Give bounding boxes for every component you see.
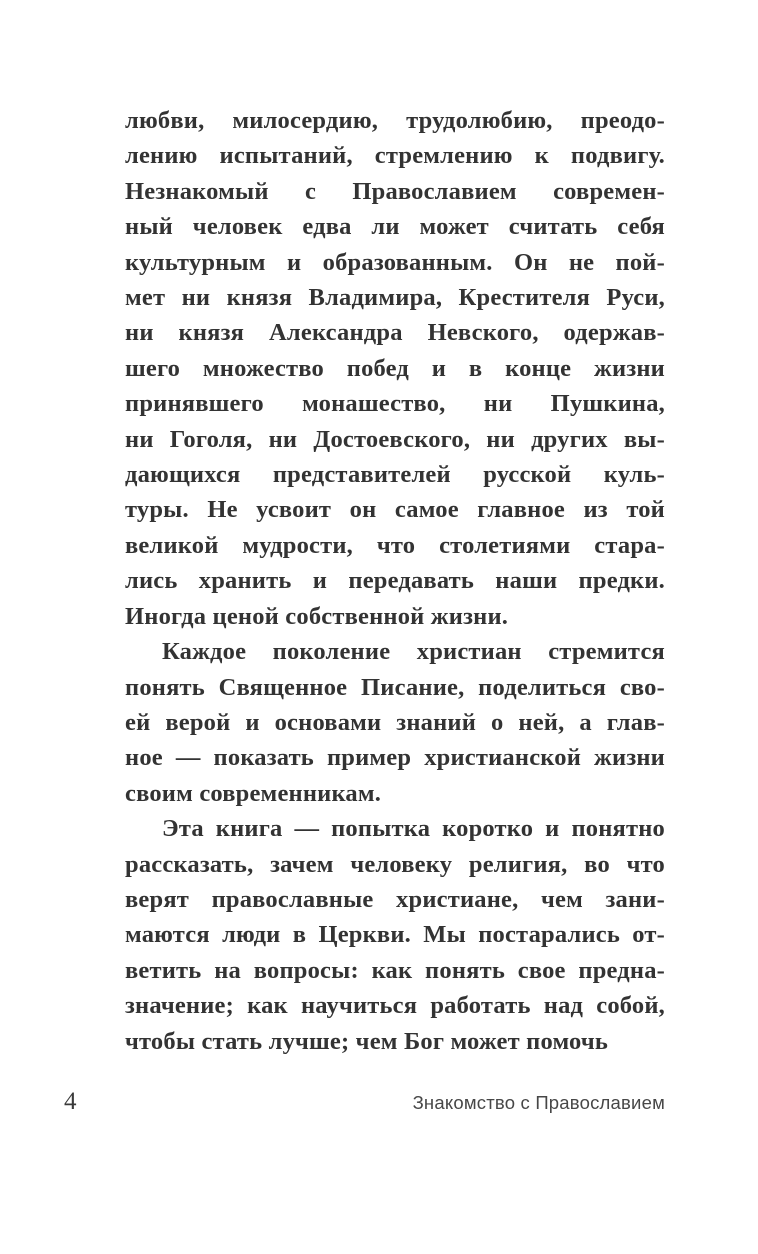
- text-line: Каждое поколение христиан стремится: [162, 638, 665, 666]
- text-line: чтобы стать лучше; чем Бог может помочь: [125, 1027, 609, 1055]
- body-text: [125, 103, 665, 1059]
- text-line: Незнакомый с Православием современ-: [125, 177, 665, 205]
- text-line: ветить на вопросы: как понять свое предна-: [125, 956, 665, 984]
- text-line: ни Гоголя, ни Достоевского, ни других вы-: [125, 425, 665, 453]
- text-line: культурным и образованным. Он не пой-: [125, 248, 665, 276]
- text-line: великой мудрости, что столетиями стара-: [125, 531, 665, 559]
- text-line: шего множество побед и в конце жизни: [125, 354, 665, 382]
- text-line: Эта книга — попытка коротко и понятно: [162, 815, 665, 843]
- text-line: рассказать, зачем человеку религия, во что: [125, 850, 665, 878]
- text-line: Иногда ценой собственной жизни.: [125, 602, 509, 630]
- text-line: лись хранить и передавать наши предки.: [125, 567, 665, 595]
- text-line: маются люди в Церкви. Мы постарались от-: [125, 921, 665, 949]
- page-number: 4: [64, 1088, 77, 1115]
- text-line: туры. Не усвоит он самое главное из той: [125, 496, 665, 524]
- text-line: лению испытаний, стремлению к подвигу.: [125, 142, 665, 170]
- text-line: ей верой и основами знаний о ней, а глав-: [125, 708, 665, 736]
- text-line: значение; как научиться работать над собой,: [125, 992, 665, 1020]
- text-line: верят православные христиане, чем зани-: [125, 885, 665, 913]
- text-line: ни князя Александра Невского, одержав-: [125, 319, 665, 347]
- paragraph: [125, 634, 665, 811]
- text-line: принявшего монашество, ни Пушкина,: [125, 390, 665, 418]
- text-line: понять Священное Писание, поделиться сво-: [125, 673, 665, 701]
- text-line: дающихся представителей русской куль-: [125, 461, 665, 489]
- paragraph: [125, 103, 665, 634]
- text-line: любви, милосердию, трудолюбию, преодо-: [125, 107, 665, 134]
- page-footer: [64, 1088, 665, 1116]
- text-line: ный человек едва ли может считать себя: [125, 213, 665, 241]
- text-line: своим современникам.: [125, 779, 382, 807]
- paragraph: [125, 811, 665, 1059]
- text-line: мет ни князя Владимира, Крестителя Руси,: [125, 284, 665, 312]
- text-line: ное — показать пример христианской жизни: [125, 744, 665, 772]
- running-title: Знакомство с Православием: [412, 1092, 665, 1113]
